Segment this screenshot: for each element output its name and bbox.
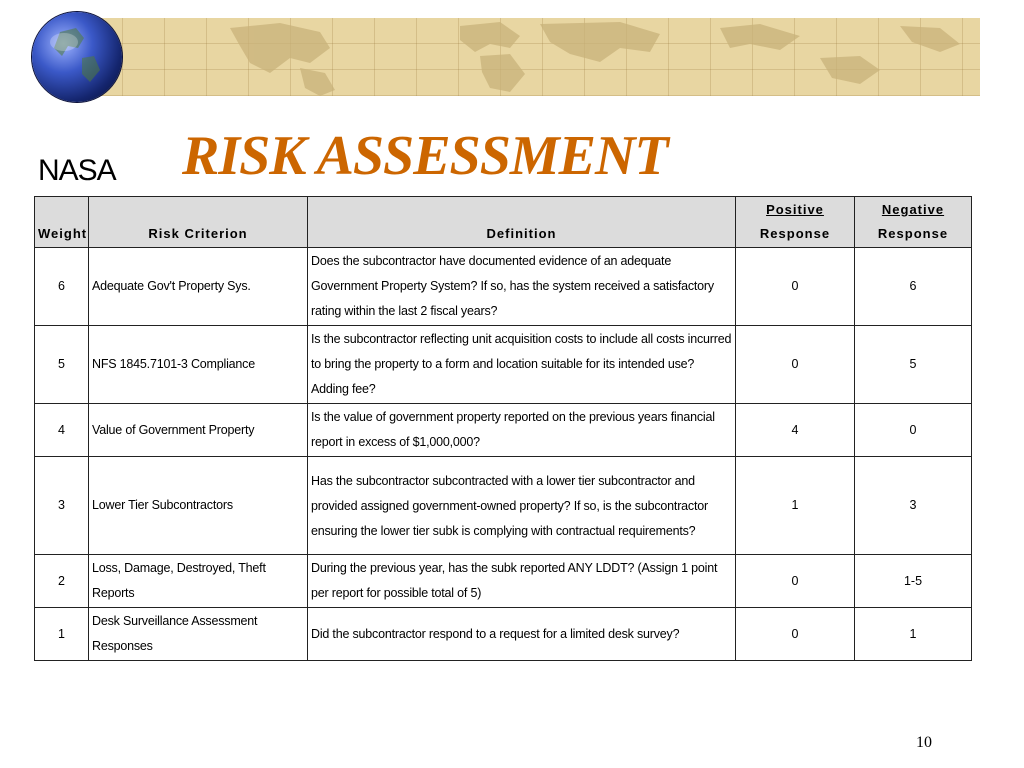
positive-cell: 0 (736, 326, 855, 404)
definition-cell: Does the subcontractor have documented evidence of an adequate Government Property System? If so, has the system received a satisfactory rating within the last 2 fiscal years? (308, 248, 736, 326)
definition-cell: During the previous year, has the subk reported ANY LDDT? (Assign 1 point per report for possible total of 5) (308, 555, 736, 608)
positive-cell: 0 (736, 608, 855, 661)
criterion-cell: Value of Government Property (89, 404, 308, 457)
org-label: NASA (38, 154, 116, 187)
criterion-cell: Loss, Damage, Destroyed, Theft Reports (89, 555, 308, 608)
weight-cell: 3 (35, 457, 89, 555)
positive-cell: 1 (736, 457, 855, 555)
criterion-cell: Desk Surveillance Assessment Responses (89, 608, 308, 661)
table-row (35, 608, 972, 661)
definition-cell: Is the subcontractor reflecting unit acquisition costs to include all costs incurred to bring the property to a form and location suitable for its intended use? Adding fee? (308, 326, 736, 404)
table-row (35, 555, 972, 608)
world-map-icon (80, 18, 980, 96)
positive-response-header (736, 197, 855, 248)
risk-assessment-table (34, 196, 972, 661)
page-number: 10 (916, 734, 932, 751)
table-row (35, 404, 972, 457)
negative-header-top: Negative (881, 202, 945, 217)
weight-cell: 4 (35, 404, 89, 457)
definition-cell: Has the subcontractor subcontracted with a lower tier subcontractor and provided assigned government-owned property? If so, is the subcontractor ensuring the lower tier subk is complying with contractual requirements? (308, 457, 736, 555)
negative-header-bottom: Response (877, 226, 949, 241)
table-row (35, 457, 972, 555)
negative-cell: 0 (855, 404, 972, 457)
negative-cell: 1 (855, 608, 972, 661)
page-title: RISK ASSESSMENT (182, 125, 668, 187)
positive-header-bottom: Response (759, 226, 831, 241)
weight-cell: 1 (35, 608, 89, 661)
table-header-row (35, 197, 972, 248)
definition-cell: Did the subcontractor respond to a request for a limited desk survey? (308, 608, 736, 661)
globe-icon (32, 12, 122, 102)
table-row (35, 326, 972, 404)
criterion-cell: Lower Tier Subcontractors (89, 457, 308, 555)
definition-cell: Is the value of government property reported on the previous years financial report in excess of $1,000,000? (308, 404, 736, 457)
definition-header: Definition (308, 197, 736, 248)
criterion-cell: NFS 1845.7101-3 Compliance (89, 326, 308, 404)
positive-cell: 4 (736, 404, 855, 457)
criterion-cell: Adequate Gov't Property Sys. (89, 248, 308, 326)
negative-cell: 1-5 (855, 555, 972, 608)
globe-logo (32, 12, 122, 102)
negative-cell: 6 (855, 248, 972, 326)
table-row (35, 248, 972, 326)
world-map-banner (80, 18, 980, 96)
positive-cell: 0 (736, 555, 855, 608)
negative-response-header (855, 197, 972, 248)
criterion-header: Risk Criterion (89, 197, 308, 248)
weight-cell: 2 (35, 555, 89, 608)
positive-header-top: Positive (766, 202, 824, 217)
weight-cell: 6 (35, 248, 89, 326)
weight-header: Weight (35, 197, 89, 248)
weight-cell: 5 (35, 326, 89, 404)
positive-cell: 0 (736, 248, 855, 326)
negative-cell: 5 (855, 326, 972, 404)
negative-cell: 3 (855, 457, 972, 555)
